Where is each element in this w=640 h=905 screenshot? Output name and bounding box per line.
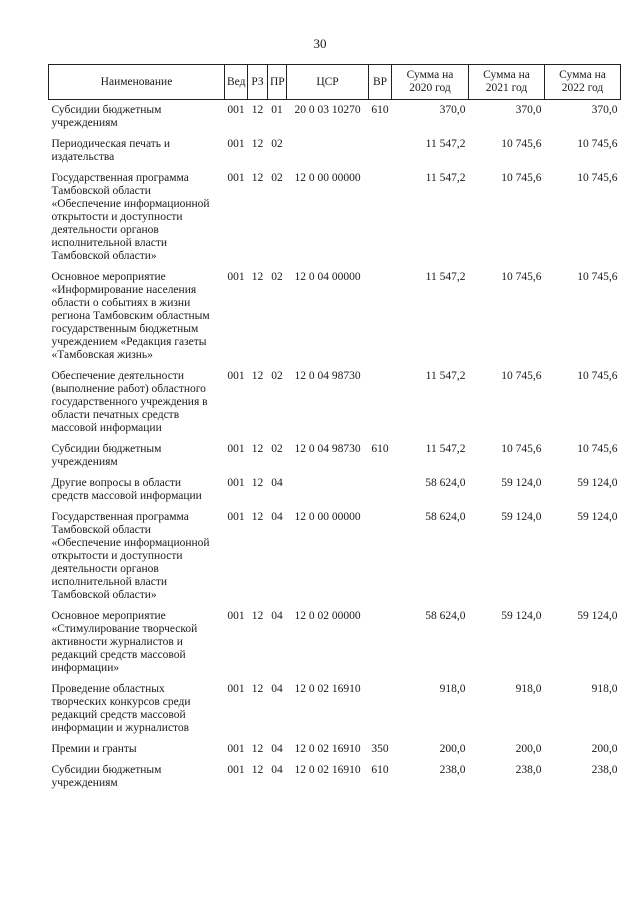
row-sum-2020: 370,0 (439, 104, 466, 116)
row-name: Основное мероприятие «Информирование населения области о событиях в жизни региона Тамбовским областным государственным бюджетным учреждением «Редакция газеты «Тамбовская жизнь» (51, 271, 210, 361)
row-pr: 02 (271, 370, 283, 382)
row-sum-2021: 59 124,0 (501, 477, 542, 489)
row-sum-2020: 58 624,0 (425, 511, 466, 523)
row-vr (369, 610, 392, 683)
row-rz: 12 (251, 172, 264, 184)
row-ved: 001 (227, 104, 245, 116)
row-pr: 04 (271, 743, 283, 755)
row-csr: 12 0 02 16910 (294, 743, 361, 755)
row-name: Основное мероприятие «Стимулирование творческой активности журналистов и редакций средств массовой информации» (51, 610, 198, 674)
row-sum-2020: 58 624,0 (425, 610, 466, 622)
row-csr (287, 477, 369, 511)
row-sum-2022: 10 745,6 (577, 443, 618, 455)
row-csr: 12 0 00 00000 (294, 172, 361, 184)
page-number: 30 (313, 36, 327, 51)
row-sum-2021: 200,0 (515, 743, 542, 755)
header-rz: РЗ (248, 65, 268, 100)
header-sum-2021: Сумма на 2021 год (469, 65, 545, 100)
row-vr (369, 271, 392, 370)
row-sum-2021: 59 124,0 (501, 610, 542, 622)
row-csr: 12 0 02 00000 (294, 610, 361, 622)
row-vr (369, 172, 392, 271)
table-row (49, 172, 621, 271)
row-pr: 01 (271, 104, 283, 116)
row-sum-2020: 918,0 (439, 683, 466, 695)
row-sum-2020: 11 547,2 (425, 370, 466, 382)
row-ved: 001 (227, 271, 245, 283)
row-csr: 12 0 04 98730 (294, 443, 361, 455)
header-name: Наименование (49, 65, 225, 100)
row-ved: 001 (227, 511, 245, 523)
header-vr: ВР (369, 65, 392, 100)
row-sum-2020: 58 624,0 (425, 477, 466, 489)
row-sum-2022: 918,0 (591, 683, 618, 695)
row-ved: 001 (227, 443, 245, 455)
row-sum-2022: 59 124,0 (577, 477, 618, 489)
row-vr (369, 683, 392, 743)
row-name: Премии и гранты (51, 743, 137, 755)
row-name: Субсидии бюджетным учреждениям (51, 104, 162, 129)
table-row (49, 511, 621, 610)
row-sum-2020: 11 547,2 (425, 271, 466, 283)
row-name: Субсидии бюджетным учреждениям (51, 443, 162, 468)
row-sum-2021: 238,0 (515, 764, 542, 776)
table-row (49, 370, 621, 443)
row-name: Проведение областных творческих конкурсов среди редакций средств массовой информации и журналистов (51, 683, 191, 734)
row-sum-2022: 10 745,6 (577, 138, 618, 150)
header-sum-2020: Сумма на 2020 год (392, 65, 469, 100)
budget-table (48, 64, 621, 798)
row-ved: 001 (227, 743, 245, 755)
row-rz: 12 (251, 610, 264, 622)
row-csr (287, 138, 369, 172)
row-vr: 610 (371, 104, 389, 116)
table-row (49, 610, 621, 683)
table-header (49, 65, 621, 100)
row-csr: 12 0 04 00000 (294, 271, 361, 283)
table-row (49, 477, 621, 511)
row-sum-2022: 238,0 (591, 764, 618, 776)
header-pr: ПР (268, 65, 287, 100)
row-vr (369, 511, 392, 610)
row-vr (369, 370, 392, 443)
row-sum-2021: 10 745,6 (501, 271, 542, 283)
row-ved: 001 (227, 138, 245, 150)
table-row (49, 138, 621, 172)
row-pr: 02 (271, 271, 283, 283)
row-vr: 610 (371, 443, 389, 455)
row-csr: 12 0 04 98730 (294, 370, 361, 382)
table-row (49, 743, 621, 764)
header-sum-2022: Сумма на 2022 год (545, 65, 621, 100)
row-rz: 12 (251, 443, 264, 455)
row-name: Государственная программа Тамбовской области «Обеспечение информационной открытости и доступности деятельности органов исполнительной власти Тамбовской области» (51, 511, 210, 601)
table-row (49, 100, 621, 139)
row-vr (369, 477, 392, 511)
row-vr (369, 138, 392, 172)
row-pr: 02 (271, 443, 283, 455)
row-vr: 350 (371, 743, 389, 755)
row-pr: 02 (271, 172, 283, 184)
row-pr: 04 (271, 477, 283, 489)
row-ved: 001 (227, 477, 245, 489)
row-sum-2022: 10 745,6 (577, 172, 618, 184)
row-name: Государственная программа Тамбовской области «Обеспечение информационной открытости и доступности деятельности органов исполнительной власти Тамбовской области» (51, 172, 210, 262)
row-name: Другие вопросы в области средств массовой информации (51, 477, 202, 502)
row-csr: 20 0 03 10270 (294, 104, 361, 116)
row-sum-2020: 11 547,2 (425, 172, 466, 184)
row-sum-2020: 238,0 (439, 764, 466, 776)
row-ved: 001 (227, 370, 245, 382)
row-sum-2022: 59 124,0 (577, 511, 618, 523)
row-sum-2021: 10 745,6 (501, 370, 542, 382)
row-rz: 12 (251, 511, 264, 523)
row-pr: 04 (271, 610, 283, 622)
header-ved: Вед (225, 65, 248, 100)
row-sum-2021: 370,0 (515, 104, 542, 116)
row-sum-2020: 11 547,2 (425, 443, 466, 455)
row-sum-2021: 918,0 (515, 683, 542, 695)
row-rz: 12 (251, 477, 264, 489)
table-row (49, 443, 621, 477)
row-sum-2020: 11 547,2 (425, 138, 466, 150)
row-sum-2022: 200,0 (591, 743, 618, 755)
row-sum-2021: 59 124,0 (501, 511, 542, 523)
row-csr: 12 0 02 16910 (294, 683, 361, 695)
header-row (49, 65, 621, 100)
row-vr: 610 (371, 764, 389, 776)
row-pr: 02 (271, 138, 283, 150)
row-sum-2021: 10 745,6 (501, 138, 542, 150)
row-ved: 001 (227, 764, 245, 776)
row-rz: 12 (251, 104, 264, 116)
row-csr: 12 0 02 16910 (294, 764, 361, 776)
row-ved: 001 (227, 172, 245, 184)
row-pr: 04 (271, 683, 283, 695)
row-name: Субсидии бюджетным учреждениям (51, 764, 162, 789)
row-sum-2022: 10 745,6 (577, 370, 618, 382)
row-name: Обеспечение деятельности (выполнение работ) областного государственного учреждения в области печатных средств массовой информации (51, 370, 208, 434)
row-sum-2022: 10 745,6 (577, 271, 618, 283)
row-rz: 12 (251, 743, 264, 755)
table-body (49, 100, 621, 799)
table-row (49, 683, 621, 743)
row-rz: 12 (251, 683, 264, 695)
row-rz: 12 (251, 271, 264, 283)
row-ved: 001 (227, 683, 245, 695)
header-csr: ЦСР (287, 65, 369, 100)
row-sum-2020: 200,0 (439, 743, 466, 755)
row-csr: 12 0 00 00000 (294, 511, 361, 523)
row-rz: 12 (251, 764, 264, 776)
row-name: Периодическая печать и издательства (51, 138, 171, 163)
row-pr: 04 (271, 764, 283, 776)
row-ved: 001 (227, 610, 245, 622)
row-rz: 12 (251, 138, 264, 150)
row-sum-2022: 59 124,0 (577, 610, 618, 622)
table-row (49, 764, 621, 798)
row-rz: 12 (251, 370, 264, 382)
row-sum-2021: 10 745,6 (501, 443, 542, 455)
table-row (49, 271, 621, 370)
row-sum-2022: 370,0 (591, 104, 618, 116)
row-sum-2021: 10 745,6 (501, 172, 542, 184)
row-pr: 04 (271, 511, 283, 523)
